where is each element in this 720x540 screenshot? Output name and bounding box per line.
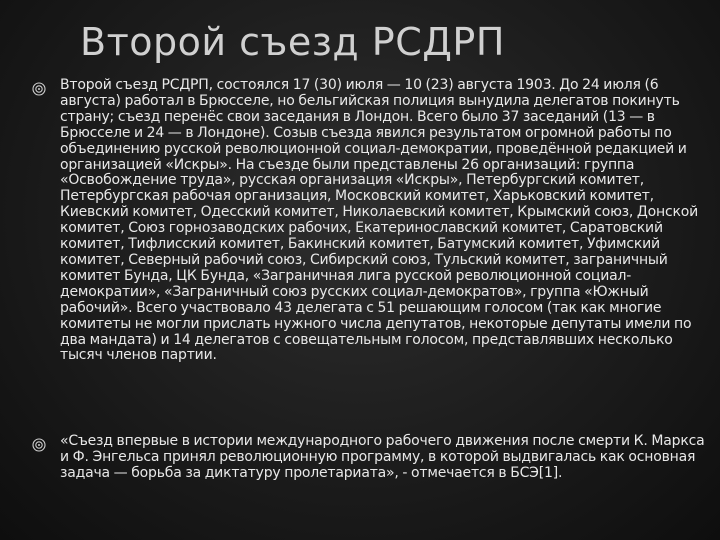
bullet-item-1 xyxy=(32,78,714,364)
bullet-text: «Съезд впервые в истории международного рабочего движения после смерти К. Маркса и Ф. Энгельса принял революционную программу, в которой выдвигалась как основная задача — борьба за диктатуру пролетариата», - отмечается в БСЭ[1]. xyxy=(60,433,705,481)
bullet-item-2 xyxy=(32,434,714,482)
bullet-text: Второй съезд РСДРП, состоялся 17 (30) июля — 10 (23) августа 1903. До 24 июля (6 августа) работал в Брюсселе, но бельгийская полиция вынудила делегатов покинуть страну; съезд перенёс свои заседания в Лондон. Всего было 37 заседаний (13 — в Брюсселе и 24 — в Лондоне). Созыв съезда явился результатом огромной работы по объединению русской революционной социал-демократии, проведённой редакцией и организацией «Искры». На съезде были представлены 26 организаций: группа «Освобождение труда», русская организация «Искры», Петербургский комитет, Петербургская рабочая организация, Московский комитет, Харьковский комитет, Киевский комитет, Одесский комитет, Николаевский комитет, Крымский союз, Донской комитет, Союз горнозаводских рабочих, Екатеринославский комитет, Саратовский комитет, Тифлисский комитет, Бакинский комитет, Батумский комитет, Уфимский комитет, Северный рабочий союз, Сибирский союз, Тульский комитет, заграничный комитет Бунда, ЦК Бунда, «Заграничная лига русской революционной социал-демократии», «Заграничный союз русских социал-демократов», группа «Южный рабочий». Всего участвовало 43 делегата с 51 решающим голосом (так как многие комитеты не могли прислать нужного числа депутатов, некоторые депутаты имели по два мандата) и 14 делегатов с совещательным голосом, представлявших несколько тысяч членов партии. xyxy=(60,77,698,364)
target-bullet-icon xyxy=(32,438,46,452)
slide-title: Второй съезд РСДРП xyxy=(80,20,505,64)
target-bullet-icon xyxy=(32,82,46,96)
